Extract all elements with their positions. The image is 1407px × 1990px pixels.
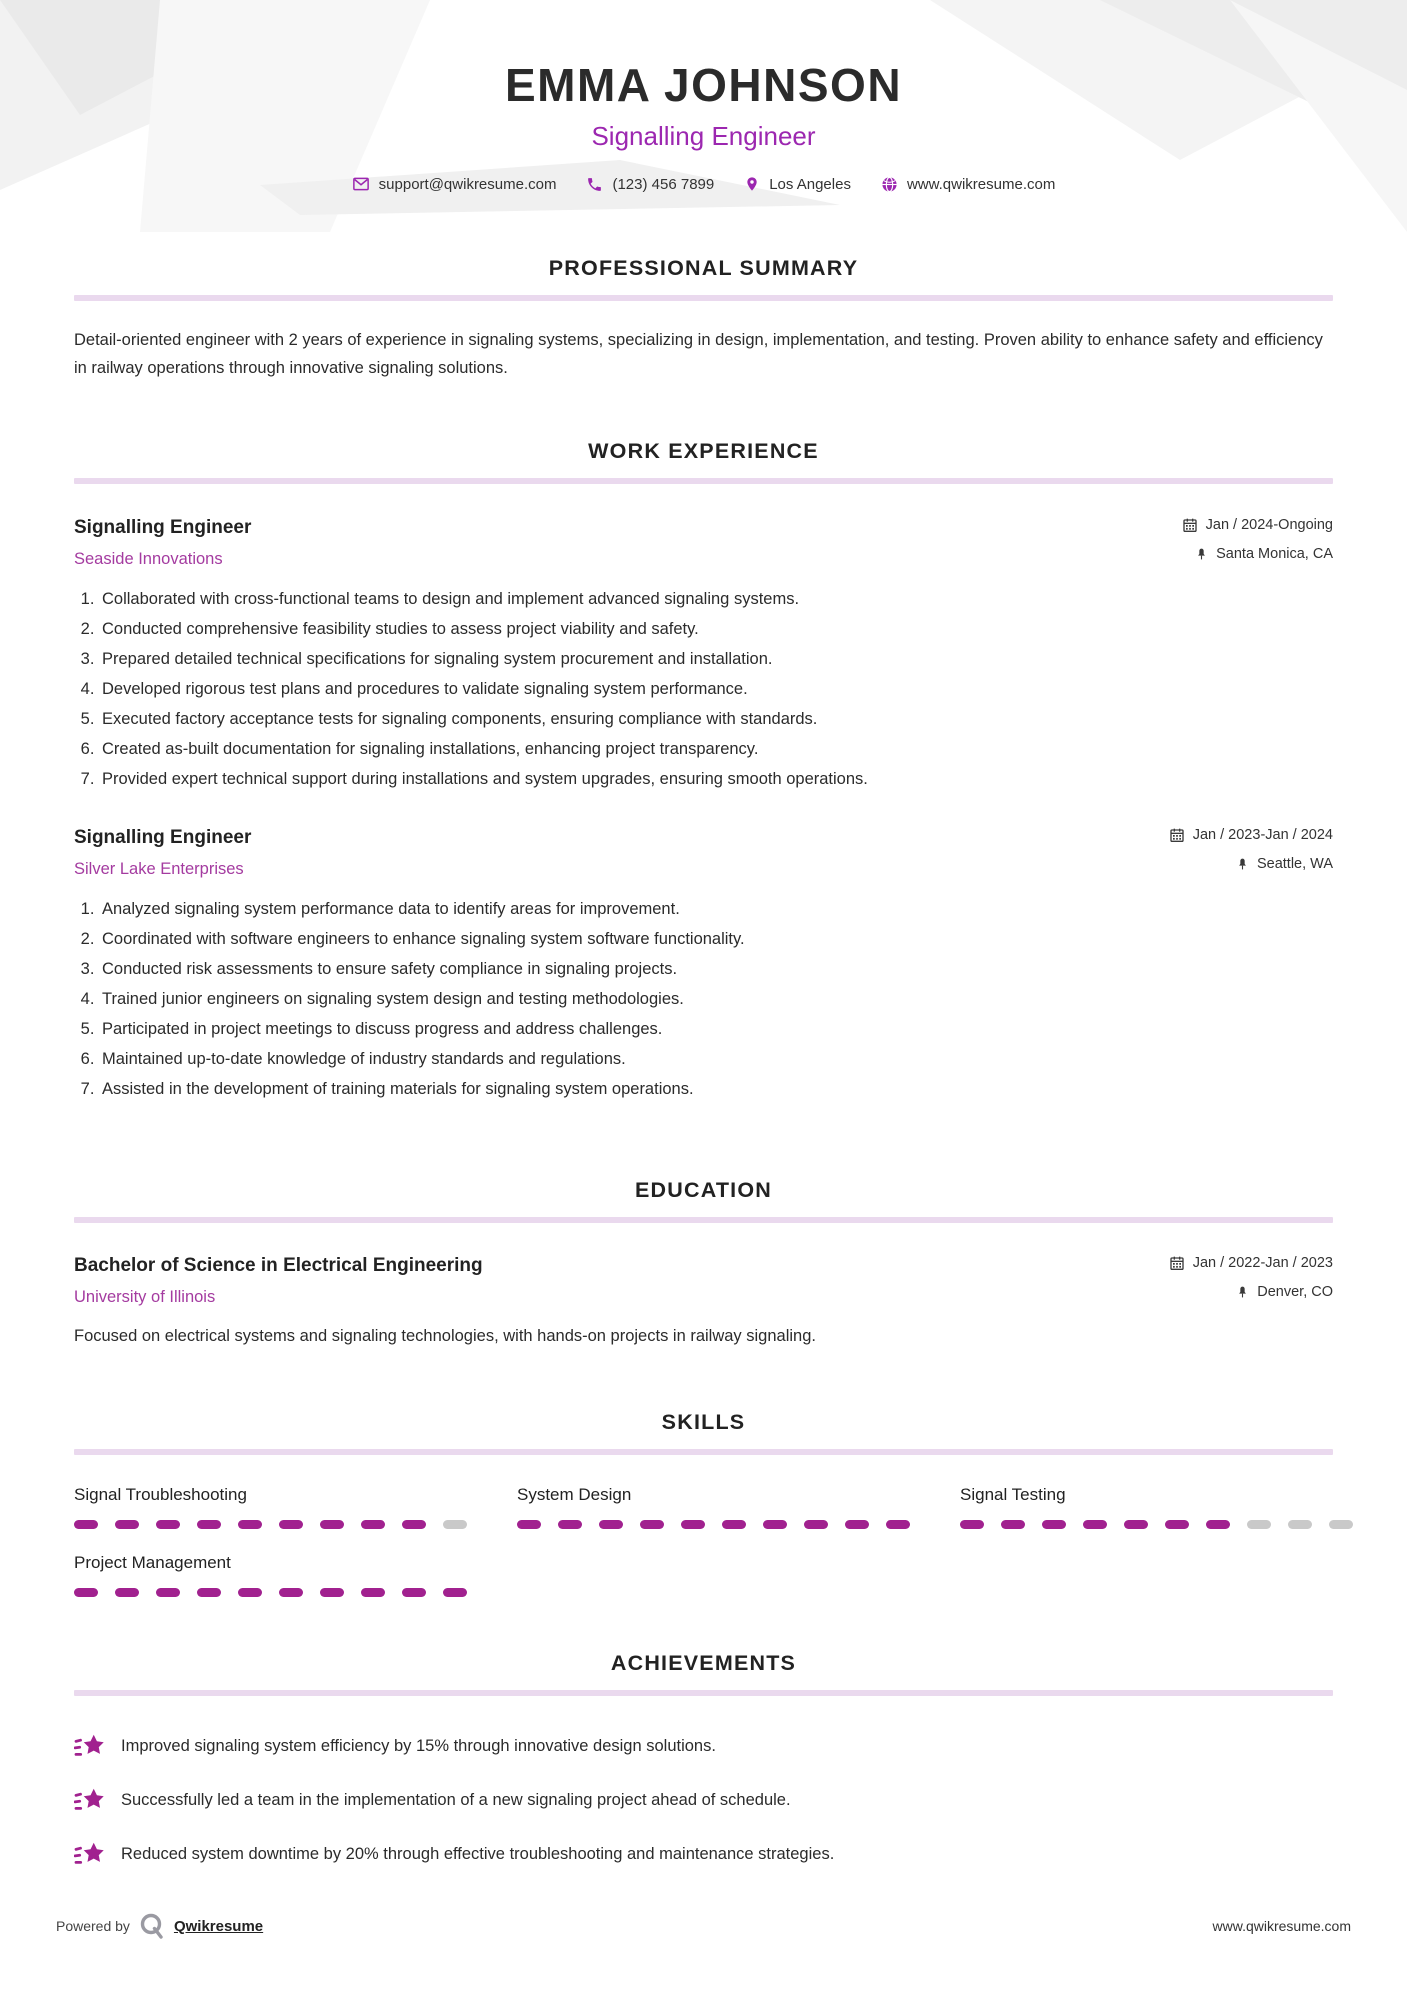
job-dates-text: Jan / 2023-Jan / 2024 (1192, 826, 1333, 843)
education-dates-text: Jan / 2022-Jan / 2023 (1192, 1254, 1333, 1271)
skill-dash-filled (681, 1520, 705, 1529)
contact-text: Los Angeles (769, 175, 851, 193)
skill-dash-filled (517, 1520, 541, 1529)
calendar-icon (1182, 517, 1198, 533)
contact-item[interactable] (881, 176, 1055, 193)
skill-name: System Design (517, 1485, 632, 1505)
job-bullets (74, 894, 1333, 1104)
page-footer (56, 1912, 1351, 1940)
shooting-star-icon (74, 1840, 106, 1868)
section-achievements (74, 1597, 1333, 1868)
skill-dash-filled (279, 1588, 303, 1597)
skill-dash-filled (558, 1520, 582, 1529)
job-bullet: 4. Developed rigorous test plans and procedures to validate signaling system performance. (99, 674, 1333, 704)
skill-dash-filled (320, 1520, 344, 1529)
education-description: Focused on electrical systems and signaling technologies, with hands-on projects in railway signaling. (74, 1326, 816, 1345)
education-entry-left (74, 1255, 483, 1307)
skill-dash-filled (722, 1520, 746, 1529)
achievements-list (74, 1732, 1333, 1868)
job-bullet: 3. Prepared detailed technical specifications for signaling system procurement and installation. (99, 644, 1333, 674)
job-dates (1182, 517, 1333, 533)
powered-by-label: Powered by (56, 1918, 130, 1934)
summary-heading: PROFESSIONAL SUMMARY (548, 256, 859, 280)
job-company: Seaside Innovations (74, 549, 223, 568)
resume-header (0, 0, 1407, 232)
contact-item[interactable] (744, 175, 851, 193)
section-divider (74, 295, 1333, 301)
section-education (74, 1104, 1333, 1350)
footer-website-url[interactable]: www.qwikresume.com (1212, 1918, 1351, 1934)
job-company: Silver Lake Enterprises (74, 859, 244, 878)
education-school: University of Illinois (74, 1287, 216, 1306)
shooting-star-icon (74, 1786, 106, 1814)
achievement-item (74, 1840, 1333, 1868)
contact-text: www.qwikresume.com (906, 175, 1056, 193)
skill-dash-filled (599, 1520, 623, 1529)
skill-name: Project Management (74, 1553, 231, 1573)
pushpin-icon (1236, 856, 1249, 872)
skill-dash-filled (640, 1520, 664, 1529)
skills-grid (74, 1485, 1333, 1597)
job-bullet: 1. Collaborated with cross-functional teams to design and implement advanced signaling systems. (99, 584, 1333, 614)
skill-dash-filled (402, 1588, 426, 1597)
skill-dash-filled (156, 1520, 180, 1529)
skill-dash-filled (1165, 1520, 1189, 1529)
skill-dash-filled (1124, 1520, 1148, 1529)
shooting-star-icon (74, 1732, 106, 1760)
skill-dash-filled (402, 1520, 426, 1529)
achievement-text: Reduced system downtime by 20% through effective troubleshooting and maintenance strategies. (121, 1844, 835, 1863)
skill-level-bar (74, 1520, 467, 1529)
skill-dash-empty (443, 1520, 467, 1529)
skill-dash-filled (156, 1588, 180, 1597)
education-meta (1169, 1255, 1333, 1300)
skill-dash-empty (1247, 1520, 1271, 1529)
skills-heading: SKILLS (661, 1410, 746, 1435)
skill-dash-filled (197, 1588, 221, 1597)
job-location-text: Seattle, WA (1256, 855, 1333, 872)
education-location-text: Denver, CO (1257, 1283, 1333, 1300)
job-location-text: Santa Monica, CA (1216, 545, 1333, 562)
calendar-icon (1169, 827, 1185, 843)
person-name: EMMA JOHNSON (504, 59, 903, 111)
skill-dash-filled (886, 1520, 910, 1529)
skill-dash-empty (1288, 1520, 1312, 1529)
job-bullet: 7. Assisted in the development of training materials for signaling system operations. (99, 1074, 1333, 1104)
job-bullet: 2. Conducted comprehensive feasibility studies to assess project viability and safety. (99, 614, 1333, 644)
section-divider (74, 1449, 1333, 1455)
job-meta (1169, 827, 1333, 872)
job-meta (1182, 517, 1333, 562)
skill-dash-filled (1206, 1520, 1230, 1529)
skill-dash-filled (115, 1588, 139, 1597)
skill-name: Signal Testing (960, 1485, 1066, 1505)
job-bullet: 6. Created as-built documentation for signaling installations, enhancing project transparency. (99, 734, 1333, 764)
education-dates (1169, 1255, 1333, 1271)
job-entry (74, 827, 1333, 1104)
calendar-icon (1169, 1255, 1185, 1271)
job-bullet: 7. Provided expert technical support during installations and system upgrades, ensuring smooth operations. (99, 764, 1333, 794)
powered-by (56, 1912, 263, 1940)
skill-name: Signal Troubleshooting (74, 1485, 247, 1505)
skill-dash-filled (1042, 1520, 1066, 1529)
location-pin-icon (744, 175, 760, 193)
skill-dash-filled (320, 1588, 344, 1597)
skill-dash-filled (279, 1520, 303, 1529)
education-list (74, 1255, 1333, 1350)
skill-level-bar (960, 1520, 1353, 1529)
qwikresume-logo (139, 1912, 165, 1940)
job-bullet: 1. Analyzed signaling system performance data to identify areas for improvement. (99, 894, 1333, 924)
skill-dash-filled (1001, 1520, 1025, 1529)
education-entry-header (74, 1255, 1333, 1307)
education-heading: EDUCATION (634, 1177, 772, 1202)
job-entry (74, 517, 1333, 794)
contact-text: support@qwikresume.com (378, 175, 557, 193)
job-location (1169, 856, 1333, 872)
job-bullet: 5. Executed factory acceptance tests for signaling components, ensuring compliance with standards. (99, 704, 1333, 734)
skill-dash-filled (804, 1520, 828, 1529)
job-bullet: 4. Trained junior engineers on signaling system design and testing methodologies. (99, 984, 1333, 1014)
section-divider (74, 1217, 1333, 1223)
section-divider (74, 478, 1333, 484)
contact-item[interactable] (352, 175, 557, 193)
qwikresume-brand-link[interactable]: Qwikresume (173, 1917, 264, 1935)
job-entry-header (74, 517, 1333, 569)
pushpin-icon (1195, 546, 1208, 562)
contact-row (0, 175, 1407, 193)
education-degree: Bachelor of Science in Electrical Engineering (74, 1254, 483, 1276)
job-entry-left (74, 827, 251, 879)
job-bullet: 5. Participated in project meetings to discuss progress and address challenges. (99, 1014, 1333, 1044)
skill-dash-filled (74, 1588, 98, 1597)
job-location (1182, 546, 1333, 562)
skill-dash-filled (361, 1588, 385, 1597)
job-bullet: 3. Conducted risk assessments to ensure safety compliance in signaling projects. (99, 954, 1333, 984)
skill-dash-empty (1329, 1520, 1353, 1529)
job-bullet: 6. Maintained up-to-date knowledge of industry standards and regulations. (99, 1044, 1333, 1074)
job-dates (1169, 827, 1333, 843)
skill-dash-filled (845, 1520, 869, 1529)
skill-dash-filled (361, 1520, 385, 1529)
pushpin-icon (1236, 1284, 1249, 1300)
contact-text: (123) 456 7899 (612, 175, 715, 193)
education-location (1169, 1284, 1333, 1300)
skill-dash-filled (74, 1520, 98, 1529)
section-divider (74, 1690, 1333, 1696)
skill-dash-filled (238, 1520, 262, 1529)
summary-text: Detail-oriented engineer with 2 years of experience in signaling systems, specializing in design, implementation, and testing. Proven ability to enhance safety and efficiency in railway operations through innovative signaling solutions. (74, 331, 1323, 378)
job-title: Signalling Engineer (74, 826, 252, 848)
section-skills (74, 1350, 1333, 1597)
achievement-item (74, 1732, 1333, 1760)
skill-dash-filled (197, 1520, 221, 1529)
job-bullet: 2. Coordinated with software engineers to enhance signaling system software functionality. (99, 924, 1333, 954)
contact-item[interactable] (586, 176, 714, 193)
skill-dash-filled (763, 1520, 787, 1529)
skill-dash-filled (115, 1520, 139, 1529)
achievement-text: Improved signaling system efficiency by 15% through innovative design solutions. (121, 1736, 716, 1755)
job-dates-text: Jan / 2024-Ongoing (1205, 516, 1333, 533)
globe-icon (881, 176, 898, 193)
skill-dash-filled (1083, 1520, 1107, 1529)
skill-level-bar (517, 1520, 910, 1529)
phone-icon (586, 176, 603, 193)
skill-item (960, 1485, 1353, 1529)
job-entry-left (74, 517, 251, 569)
achievement-item (74, 1786, 1333, 1814)
envelope-icon (352, 175, 370, 193)
resume-body (0, 232, 1407, 1868)
achievements-heading: ACHIEVEMENTS (610, 1651, 797, 1676)
person-job-title: Signalling Engineer (591, 121, 816, 151)
job-entry-header (74, 827, 1333, 879)
job-list (74, 517, 1333, 1104)
skill-dash-filled (960, 1520, 984, 1529)
section-work-experience (74, 383, 1333, 1104)
job-title: Signalling Engineer (74, 516, 252, 538)
job-bullets (74, 584, 1333, 794)
skill-item (74, 1485, 467, 1529)
education-entry (74, 1255, 1333, 1350)
achievement-text: Successfully led a team in the implementation of a new signaling project ahead of schedule. (121, 1790, 791, 1809)
work-heading: WORK EXPERIENCE (588, 438, 819, 463)
section-professional-summary (74, 232, 1333, 383)
skill-item (74, 1553, 467, 1597)
skill-dash-filled (443, 1588, 467, 1597)
skill-level-bar (74, 1588, 467, 1597)
skill-dash-filled (238, 1588, 262, 1597)
skill-item (517, 1485, 910, 1529)
